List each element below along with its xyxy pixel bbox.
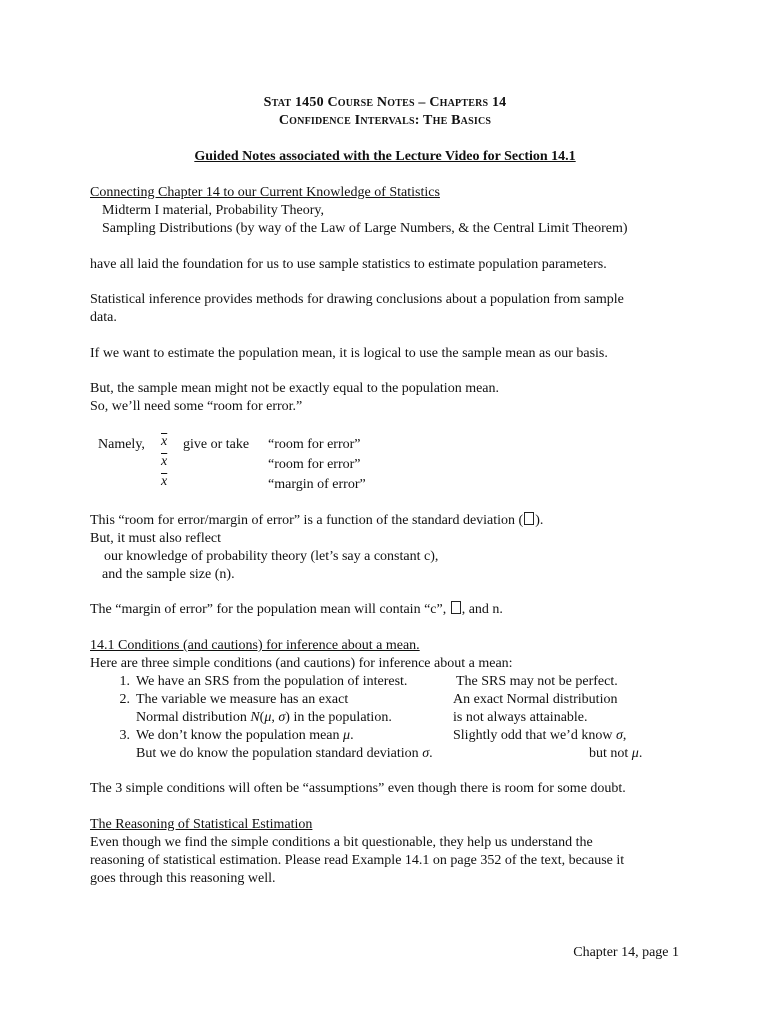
condition-1-left: 1. We have an SRS from the population of interest. <box>119 674 408 689</box>
reasoning-line-2: reasoning of statistical estimation. Please read Example 14.1 on page 352 of the text, because it <box>90 853 625 868</box>
connecting-line-1: Midterm I material, Probability Theory, <box>102 203 325 218</box>
connecting-line-3: have all laid the foundation for us to use sample statistics to estimate population parameters. <box>90 257 607 272</box>
connecting-line-2: Sampling Distributions (by way of the Law of Large Numbers, & the Central Limit Theorem) <box>102 221 628 236</box>
reasoning-line-1: Even though we find the simple conditions a bit questionable, they help us understand the <box>90 835 593 850</box>
conditions-heading: 14.1 Conditions (and cautions) for inference about a mean. <box>90 638 420 653</box>
connecting-heading: Connecting Chapter 14 to our Current Knowledge of Statistics <box>90 185 440 200</box>
but-line-1: But, the sample mean might not be exactly equal to the population mean. <box>90 381 500 396</box>
namely-label: Namely, <box>98 437 145 452</box>
conditions-intro: Here are three simple conditions (and cautions) for inference about a mean: <box>90 656 513 671</box>
condition-3-right-2: but not μ. <box>589 746 643 761</box>
sigma-placeholder-icon <box>524 512 534 525</box>
inference-line-1: Statistical inference provides methods for drawing conclusions about a population from sample <box>90 292 624 307</box>
assumptions-text: The 3 simple conditions will often be “assumptions” even though there is room for some doubt. <box>90 781 626 796</box>
give-or-take: give or take <box>183 437 250 452</box>
guided-notes-heading: Guided Notes associated with the Lecture Video for Section 14.1 <box>194 149 576 164</box>
sigma-placeholder-icon-2 <box>451 601 461 614</box>
moe-line-1: This “room for error/margin of error” is a function of the standard deviation ( ). <box>90 513 544 528</box>
moe-line-2: But, it must also reflect <box>90 531 222 546</box>
condition-3-right-1: Slightly odd that we’d know σ, <box>453 728 627 743</box>
room-for-error-1: “room for error” <box>268 437 361 452</box>
reasoning-line-3: goes through this reasoning well. <box>90 871 276 886</box>
margin-of-error-label: “margin of error” <box>268 477 366 492</box>
condition-2-left-2: Normal distribution N(μ, σ) in the population. <box>136 710 392 725</box>
mean-basis-text: If we want to estimate the population mean, it is logical to use the sample mean as our basis. <box>90 346 608 361</box>
moe-line-3: our knowledge of probability theory (let’s say a constant c), <box>104 549 439 564</box>
page-footer: Chapter 14, page 1 <box>573 945 679 960</box>
room-for-error-2: “room for error” <box>268 457 361 472</box>
reasoning-heading: The Reasoning of Statistical Estimation <box>90 817 313 832</box>
condition-3-left-2: But we do know the population standard deviation σ. <box>136 746 433 761</box>
condition-1-right: The SRS may not be perfect. <box>456 674 618 689</box>
condition-2-left-1: 2. The variable we measure has an exact <box>119 692 349 707</box>
x-bar-3: $\overline{x}$ <box>161 474 168 489</box>
x-bar-2: $\overline{x}$ <box>161 454 168 469</box>
moe-line-4: and the sample size (n). <box>102 567 235 582</box>
title-line-1: Stat 1450 Course Notes – Chapters 14 <box>263 95 507 110</box>
moe-line-5: The “margin of error” for the population mean will contain “c”, , and n. <box>90 602 503 617</box>
x-bar-1: $\overline{x}$ <box>161 434 168 449</box>
inference-line-2: data. <box>90 310 117 325</box>
condition-2-right-2: is not always attainable. <box>453 710 588 725</box>
condition-3-left-1: 3. We don’t know the population mean μ. <box>119 728 354 743</box>
title-line-2: Confidence Intervals: The Basics <box>278 113 492 128</box>
but-line-2: So, we’ll need some “room for error.” <box>90 399 303 414</box>
condition-2-right-1: An exact Normal distribution <box>453 692 618 707</box>
